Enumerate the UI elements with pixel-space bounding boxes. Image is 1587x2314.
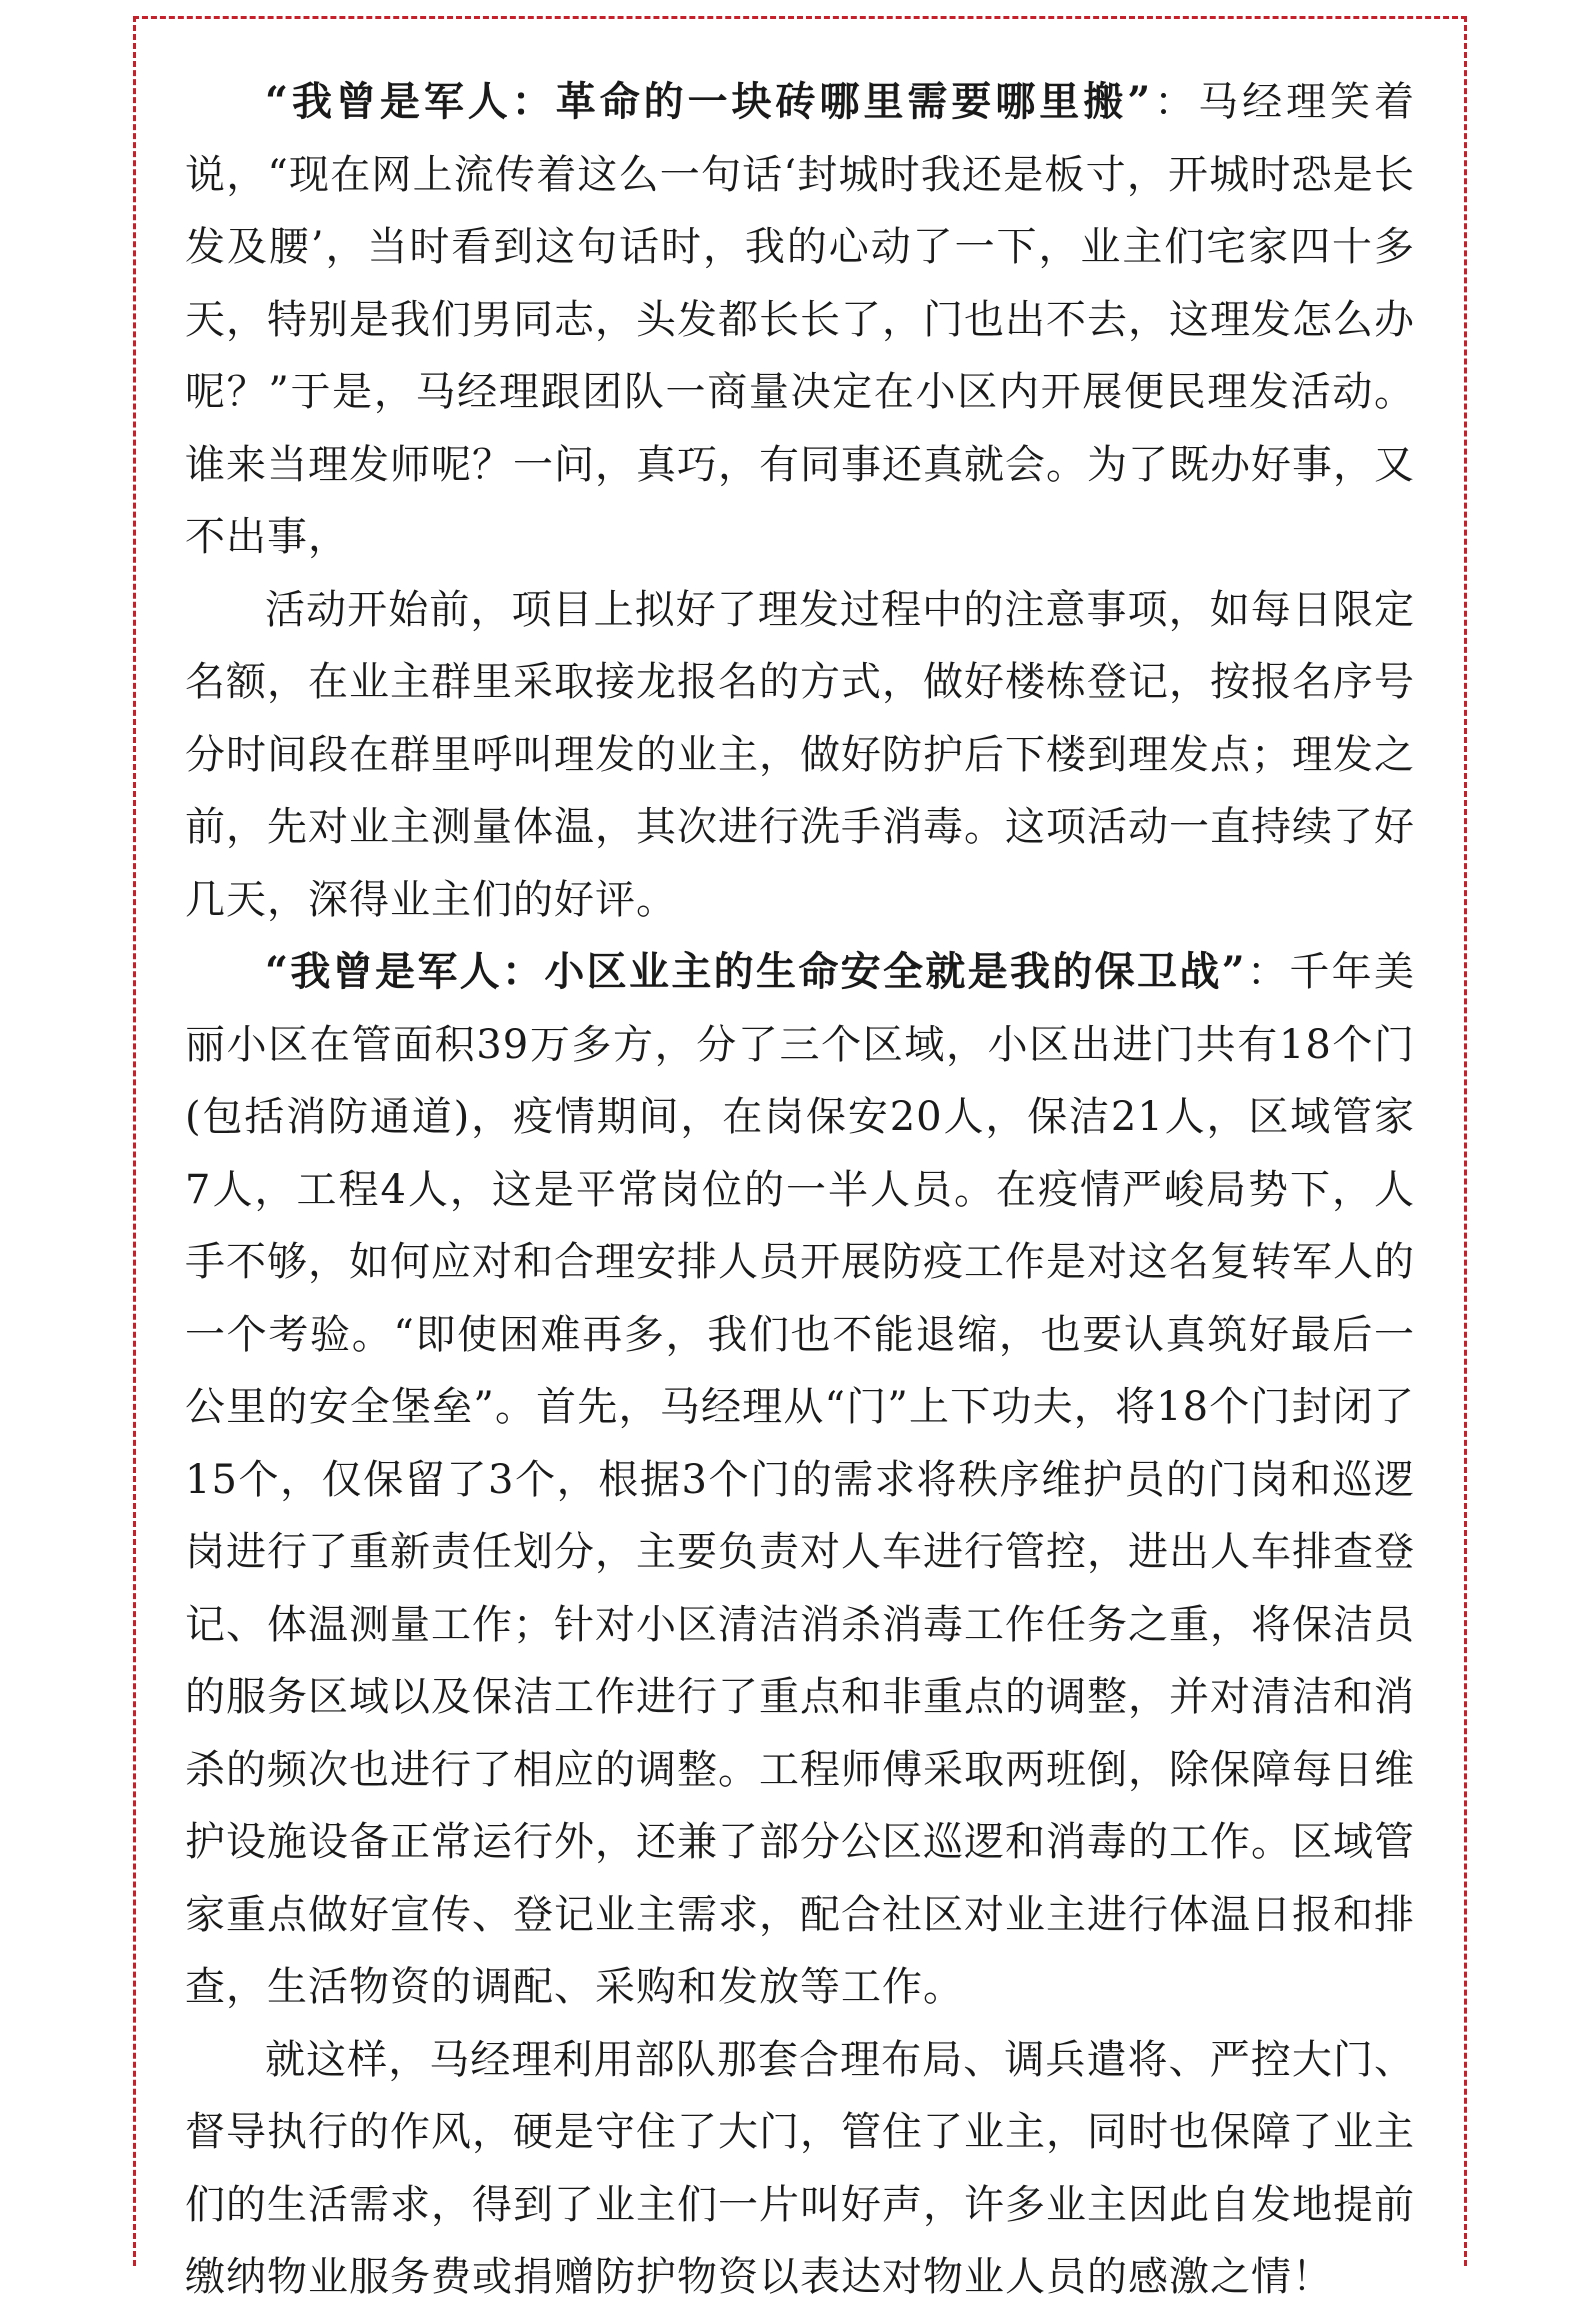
paragraph-haircut-preparation [185,574,1415,937]
paragraph-lead-heading: “我曾是军人：小区业主的生命安全就是我的保卫战” [265,948,1246,995]
paragraph-security-story [185,936,1415,2024]
paragraph-text: 就这样，马经理利用部队那套合理布局、调兵遣将、严控大门、督导执行的作风，硬是守住了大门，管住了业主，同时也保障了业主们的生活需求，得到了业主们一片叫好声，许多业主因此自发地提前缴纳物业服务费或捐赠防护物资以表达对物业人员的感激之情！ [185,2036,1415,2300]
paragraph-lead-heading: “我曾是军人：革命的一块砖哪里需要哪里搬” [265,78,1152,125]
paragraph-text: ：千年美丽小区在管面积39万多方，分了三个区域，小区出进门共有18个门(包括消防通道)，疫情期间，在岗保安20人，保洁21人，区域管家7人，工程4人，这是平常岗位的一半人员。在疫情严峻局势下，人手不够，如何应对和合理安排人员开展防疫工作是对这名复转军人的一个考验。“即使困难再多，我们也不能退缩，也要认真筑好最后一公里的安全堡垒”。首先，马经理从“门”上下功夫，将18个门封闭了15个，仅保留了3个，根据3个门的需求将秩序维护员的门岗和巡逻岗进行了重新责任划分，主要负责对人车进行管控，进出人车排查登记、体温测量工作；针对小区清洁消杀消毒工作任务之重，将保洁员的服务区域以及保洁工作进行了重点和非重点的调整，并对清洁和消杀的频次也进行了相应的调整。工程师傅采取两班倒，除保障每日维护设施设备正常运行外，还兼了部分公区巡逻和消毒的工作。区域管家重点做好宣传、登记业主需求，配合社区对业主进行体温日报和排查，生活物资的调配、采购和发放等工作。 [185,949,1416,2010]
paragraph-text: 活动开始前，项目上拟好了理发过程中的注意事项，如每日限定名额，在业主群里采取接龙报名的方式，做好楼栋登记，按报名序号分时间段在群里呼叫理发的业主，做好防护后下楼到理发点；理发之前，先对业主测量体温，其次进行洗手消毒。这项活动一直持续了好几天，深得业主们的好评。 [185,586,1415,923]
paragraph-conclusion [185,2024,1415,2314]
paragraph-text: ：马经理笑着说，“现在网上流传着这么一句话‘封城时我还是板寸，开城时恐是长发及腰’，当时看到这句话时，我的心动了一下，业主们宅家四十多天，特别是我们男同志，头发都长长了，门也出不去，这理发怎么办呢？”于是，马经理跟团队一商量决定在小区内开展便民理发活动。谁来当理发师呢？一问，真巧，有同事还真就会。为了既办好事，又不出事， [185,79,1415,560]
paragraph-haircut-story [185,66,1415,574]
article-body [185,66,1415,2314]
